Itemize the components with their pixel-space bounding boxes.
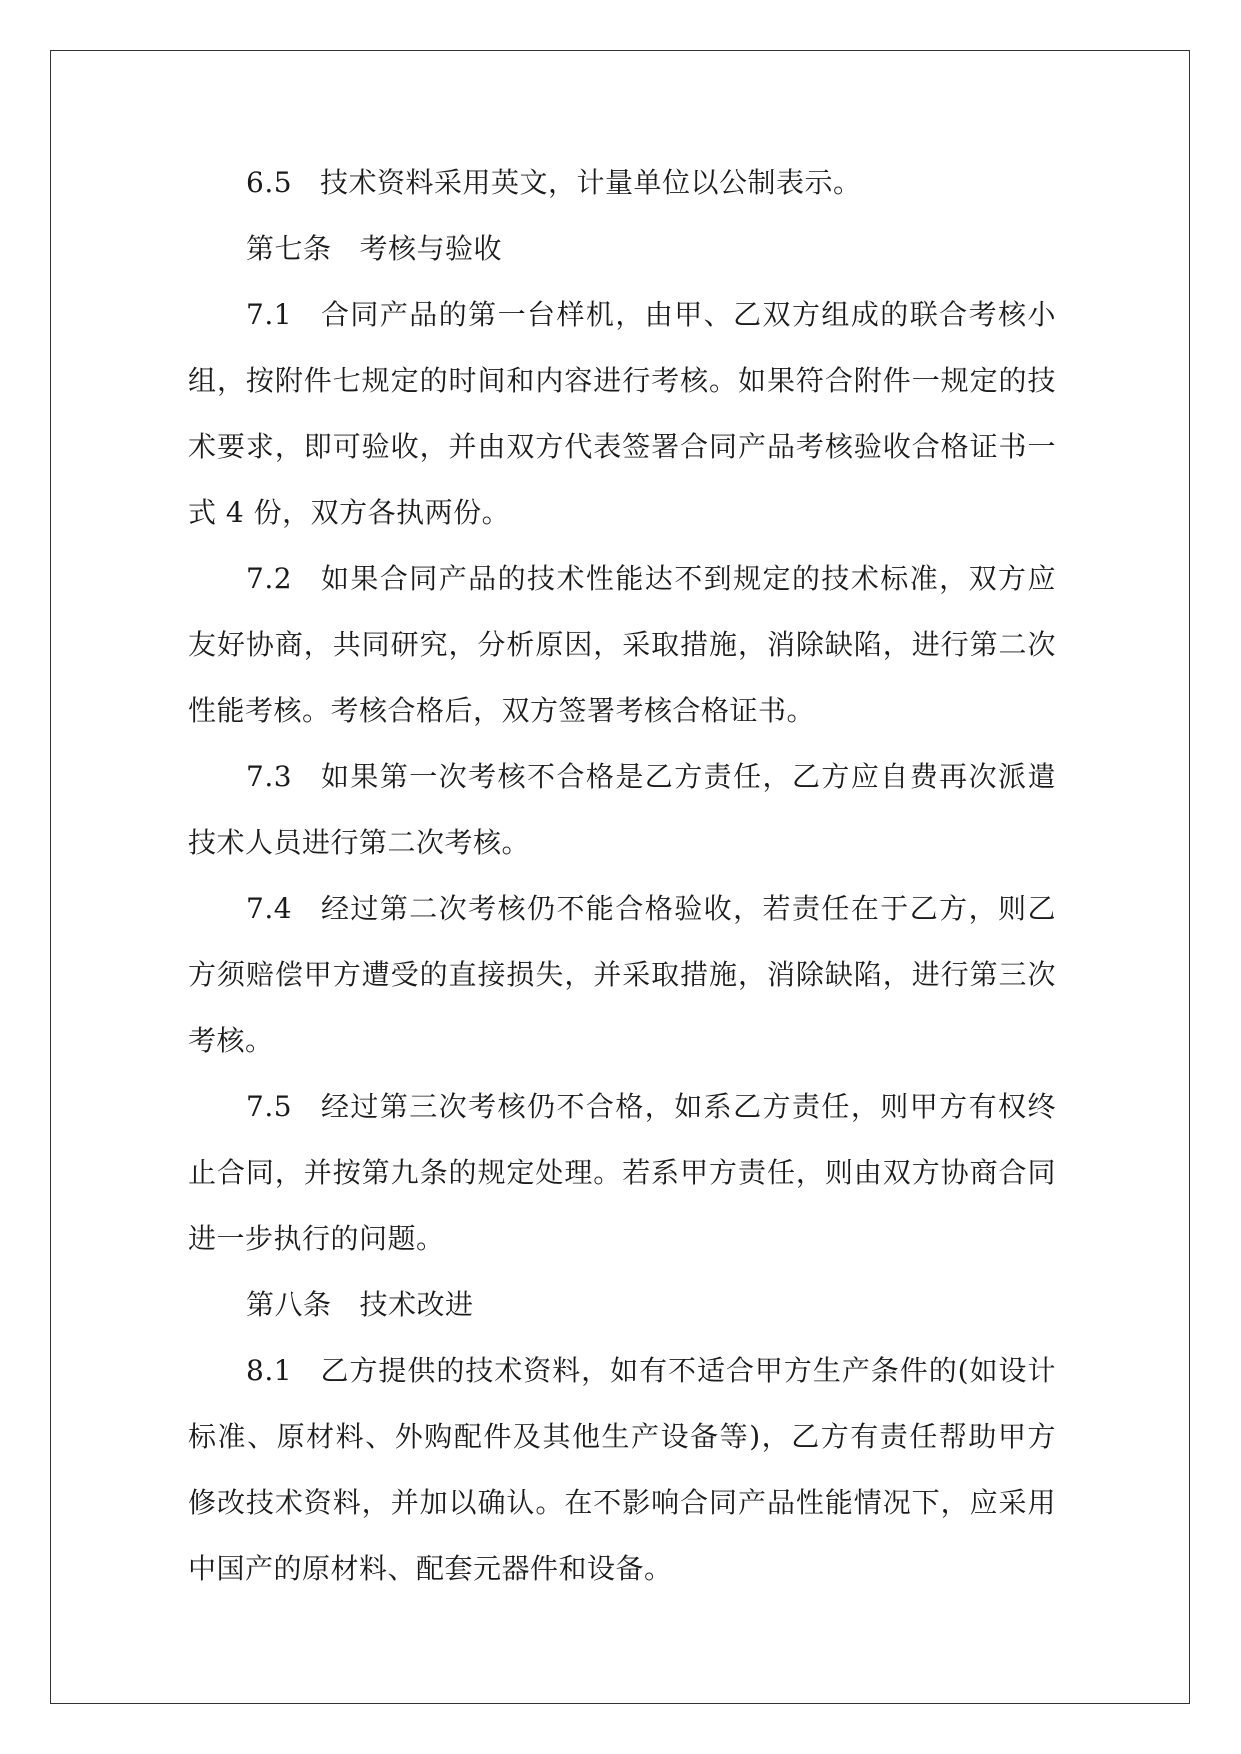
article-number: 第七条 <box>246 232 332 265</box>
clause-7-1-line <box>188 282 1056 348</box>
text-line: 技术人员进行第二次考核。 <box>188 826 531 859</box>
text-line: 标准、原材料、外购配件及其他生产设备等)，乙方有责任帮助甲方 <box>188 1420 1056 1453</box>
clause-number: 6.5 <box>246 166 293 199</box>
text-line: 方须赔偿甲方遭受的直接损失，并采取措施，消除缺陷，进行第三次 <box>188 958 1056 991</box>
article-number: 第八条 <box>246 1288 332 1321</box>
clause-number: 7.2 <box>246 562 293 595</box>
clause-number: 8.1 <box>246 1354 293 1387</box>
clause-7-3-line <box>188 744 1056 810</box>
clause-text: 经过第三次考核仍不合格，如系乙方责任，则甲方有权终 <box>320 1090 1056 1123</box>
text-line: 考核。 <box>188 1024 274 1057</box>
clause-text: 经过第二次考核仍不能合格验收，若责任在于乙方，则乙 <box>320 892 1056 925</box>
clause-number: 7.1 <box>246 298 293 331</box>
clause-text: 如果合同产品的技术性能达不到规定的技术标准，双方应 <box>320 562 1056 595</box>
text-line: 组，按附件七规定的时间和内容进行考核。如果符合附件一规定的技 <box>188 364 1056 397</box>
text-line: 中国产的原材料、配套元器件和设备。 <box>188 1552 673 1585</box>
clause-text: 合同产品的第一台样机，由甲、乙双方组成的联合考核小 <box>320 298 1056 331</box>
article-8-heading <box>188 1272 1056 1338</box>
clause-text: 如果第一次考核不合格是乙方责任，乙方应自费再次派遣 <box>320 760 1056 793</box>
clause-7-2-line <box>188 546 1056 612</box>
article-7-heading <box>188 216 1056 282</box>
clause-text: 技术资料采用英文，计量单位以公制表示。 <box>320 166 862 199</box>
article-title: 技术改进 <box>359 1288 474 1321</box>
clause-6-5-line <box>188 150 1056 216</box>
clause-7-4-line <box>188 876 1056 942</box>
clause-number: 7.4 <box>246 892 293 925</box>
text-line: 修改技术资料，并加以确认。在不影响合同产品性能情况下，应采用 <box>188 1486 1056 1519</box>
text-line: 性能考核。考核合格后，双方签署考核合格证书。 <box>188 694 816 727</box>
article-title: 考核与验收 <box>359 232 503 265</box>
text-line: 进一步执行的问题。 <box>188 1222 445 1255</box>
clause-8-1-line <box>188 1338 1056 1404</box>
clause-number: 7.5 <box>246 1090 293 1123</box>
text-line: 式 4 份，双方各执两份。 <box>188 496 511 529</box>
clause-text: 乙方提供的技术资料，如有不适合甲方生产条件的(如设计 <box>320 1354 1056 1387</box>
clause-number: 7.3 <box>246 760 293 793</box>
text-line: 止合同，并按第九条的规定处理。若系甲方责任，则由双方协商合同 <box>188 1156 1056 1189</box>
text-line: 友好协商，共同研究，分析原因，采取措施，消除缺陷，进行第二次 <box>188 628 1056 661</box>
text-line: 术要求，即可验收，并由双方代表签署合同产品考核验收合格证书一 <box>188 430 1056 463</box>
document-body <box>188 150 1056 1602</box>
clause-7-5-line <box>188 1074 1056 1140</box>
